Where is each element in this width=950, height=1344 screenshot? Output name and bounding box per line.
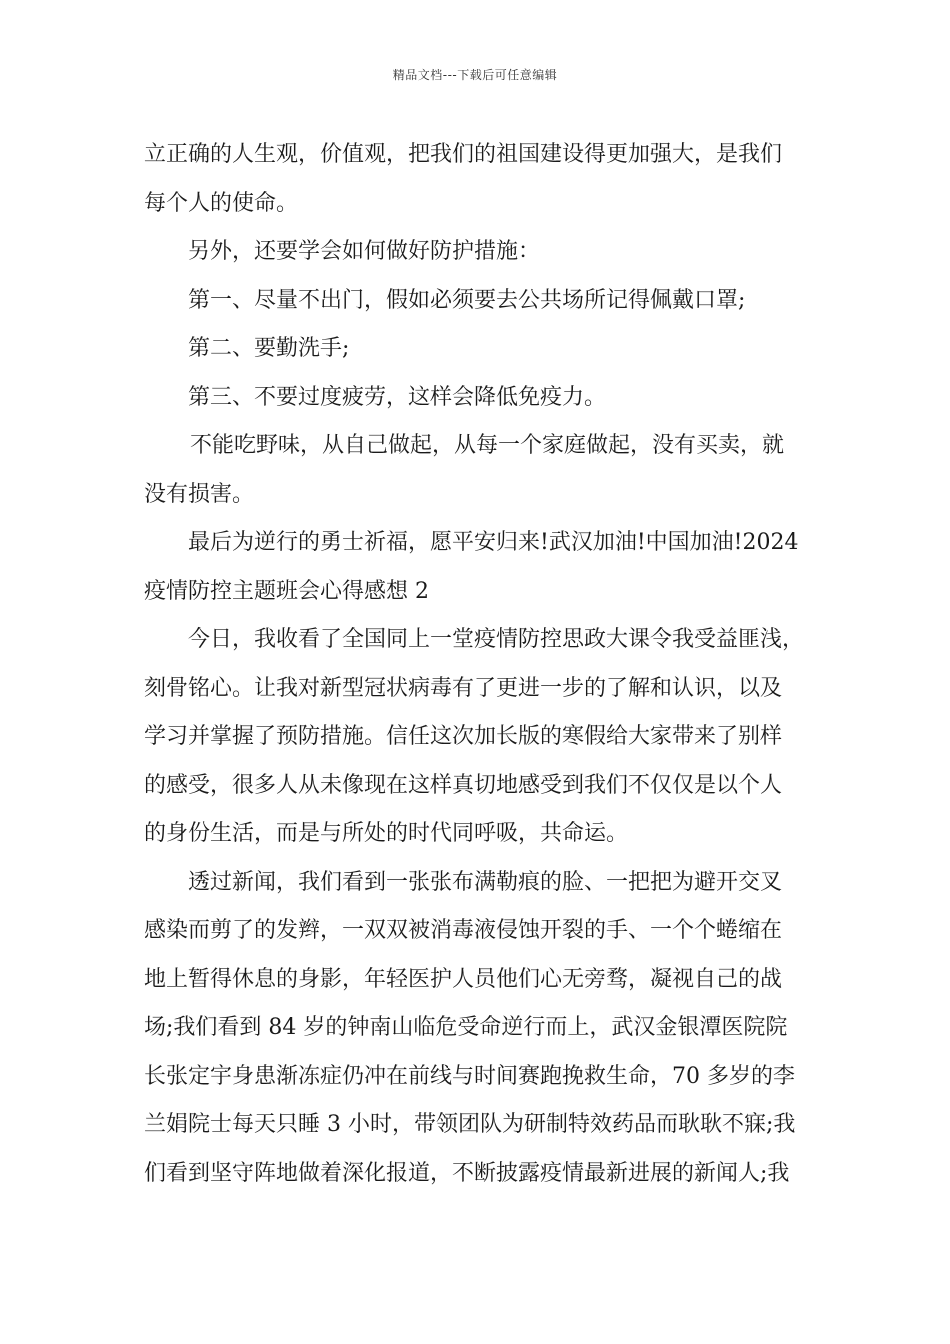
text-line: 场;我们看到 84 岁的钟南山临危受命逆行而上，武汉金银潭医院院 [144,1015,788,1040]
text-line: 第二、要勤洗手; [188,336,350,361]
text-line: 兰娟院士每天只睡 3 小时，带领团队为研制特效药品而耿耿不寐;我 [144,1112,796,1137]
text-line: 最后为逆行的勇士祈福，愿平安归来!武汉加油!中国加油!2024 [188,530,799,555]
text-line: 疫情防控主题班会心得感想 2 [144,578,429,604]
text-line: 没有损害。 [144,481,255,507]
text-line: 的感受，很多人从未像现在这样真切地感受到我们不仅仅是以个人 [144,772,783,798]
page-header: 精品文档---下载后可任意编辑 [392,68,558,82]
text-line: 今日，我收看了全国同上一堂疫情防控思政大课令我受益匪浅， [188,627,805,652]
text-line: 不能吃野味，从自己做起，从每一个家庭做起，没有买卖，就 [190,433,785,458]
text-line: 刻骨铭心。让我对新型冠状病毒有了更进一步的了解和认识，以及 [144,675,783,701]
text-line: 的身份生活，而是与所处的时代同呼吸，共命运。 [144,821,629,846]
text-line: 另外，还要学会如何做好防护措施： [188,239,541,264]
text-line: 透过新闻，我们看到一张张布满勒痕的脸、一把把为避开交叉 [188,869,783,895]
text-line: 学习并掌握了预防措施。信任这次加长版的寒假给大家带来了别样 [144,724,783,749]
text-line: 立正确的人生观，价值观，把我们的祖国建设得更加强大，是我们 [144,142,783,167]
text-line: 感染而剪了的发辫，一双双被消毒液侵蚀开裂的手、一个个蜷缩在 [144,918,783,943]
text-line: 第一、尽量不出门，假如必须要去公共场所记得佩戴口罩; [188,287,746,313]
text-line: 每个人的使命。 [144,190,299,216]
text-line: 第三、不要过度疲劳，这样会降低免疫力。 [188,384,607,410]
document-body [144,131,816,1198]
text-line: 长张定宇身患渐冻症仍冲在前线与时间赛跑挽救生命，70 多岁的李 [144,1063,795,1089]
text-line: 地上暂得休息的身影，年轻医护人员他们心无旁骛，凝视自己的战 [144,966,783,992]
text-line: 们看到坚守阵地做着深化报道，不断披露疫情最新进展的新闻人;我 [144,1160,790,1186]
